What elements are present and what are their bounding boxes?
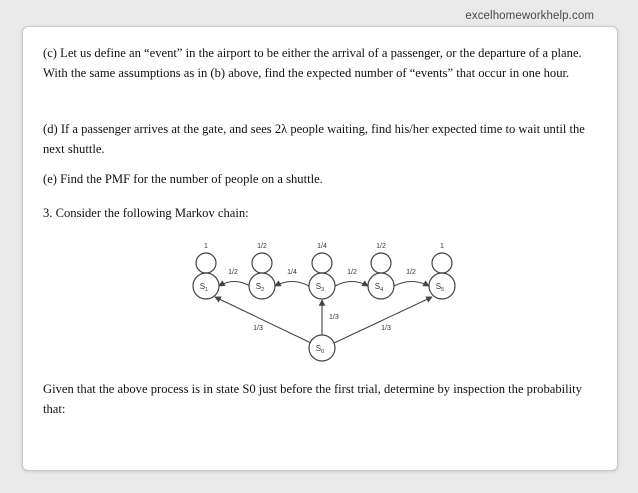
question-d: (d) If a passenger arrives at the gate, and sees 2λ people waiting, find his/her expected time to wait until the next shuttle.	[43, 122, 585, 156]
transition-s0-s5	[334, 297, 432, 343]
transition-label-s0-s3: 1/3	[329, 314, 339, 321]
state-s2	[249, 273, 275, 299]
self-loop-s2	[252, 243, 272, 273]
state-label-s3: S	[315, 282, 322, 291]
state-label-s0: S	[315, 344, 322, 353]
transition-label-s0-s1: 1/3	[253, 325, 263, 332]
state-label-s5: S	[435, 282, 442, 291]
state-s3	[309, 273, 335, 299]
state-sub-s2: 2	[261, 287, 265, 293]
state-s4	[368, 273, 394, 299]
transition-s2-s1	[219, 269, 250, 286]
state-label-s1: S	[199, 282, 206, 291]
state-sub-s1: 1	[205, 287, 209, 293]
state-sub-s3: 3	[321, 287, 325, 293]
state-s0	[309, 335, 335, 361]
transition-s0-s1	[215, 297, 311, 343]
state-sub-s4: 4	[380, 287, 384, 293]
transition-s3-s4	[335, 269, 368, 286]
transition-label-s4-s5: 1/2	[406, 269, 416, 276]
self-loop-s3	[312, 243, 332, 273]
transition-label-s2-s1: 1/2	[228, 269, 238, 276]
state-s1	[193, 273, 219, 299]
transition-label-s3-s4: 1/2	[347, 269, 357, 276]
state-sub-s5: 5	[441, 287, 445, 293]
self-loop-label-s2: 1/2	[257, 243, 267, 250]
self-loop-s1	[196, 243, 216, 273]
self-loop-s4	[371, 243, 391, 273]
self-loop-label-s3: 1/4	[317, 243, 327, 250]
transition-s3-s2	[275, 269, 309, 286]
watermark: excelhomeworkhelp.com	[465, 10, 594, 22]
self-loop-label-s5: 1	[440, 243, 444, 250]
self-loop-label-s1: 1	[204, 243, 208, 250]
transition-label-s3-s2: 1/4	[287, 269, 297, 276]
self-loop-label-s4: 1/2	[376, 243, 386, 250]
markov-chain-diagram	[178, 234, 478, 366]
self-loop-s5	[432, 243, 452, 273]
transition-s0-s3	[322, 300, 339, 335]
state-sub-s0: 0	[321, 349, 325, 355]
transition-s4-s5	[394, 269, 429, 286]
question-c: (c) Let us define an “event” in the airport to be either the arrival of a passenger, or the departure of a plane. With the same assumptions as in (b) above, find the expected number of “events” that occur in one hour.	[43, 46, 582, 80]
transition-label-s0-s5: 1/3	[381, 325, 391, 332]
question-given: Given that the above process is in state S0 just before the first trial, determine by inspection the probability that:	[43, 382, 582, 416]
state-label-s4: S	[374, 282, 381, 291]
state-label-s2: S	[255, 282, 262, 291]
state-s5	[429, 273, 455, 299]
question-e: (e) Find the PMF for the number of people on a shuttle.	[43, 172, 323, 186]
question-3: 3. Consider the following Markov chain:	[43, 206, 249, 220]
